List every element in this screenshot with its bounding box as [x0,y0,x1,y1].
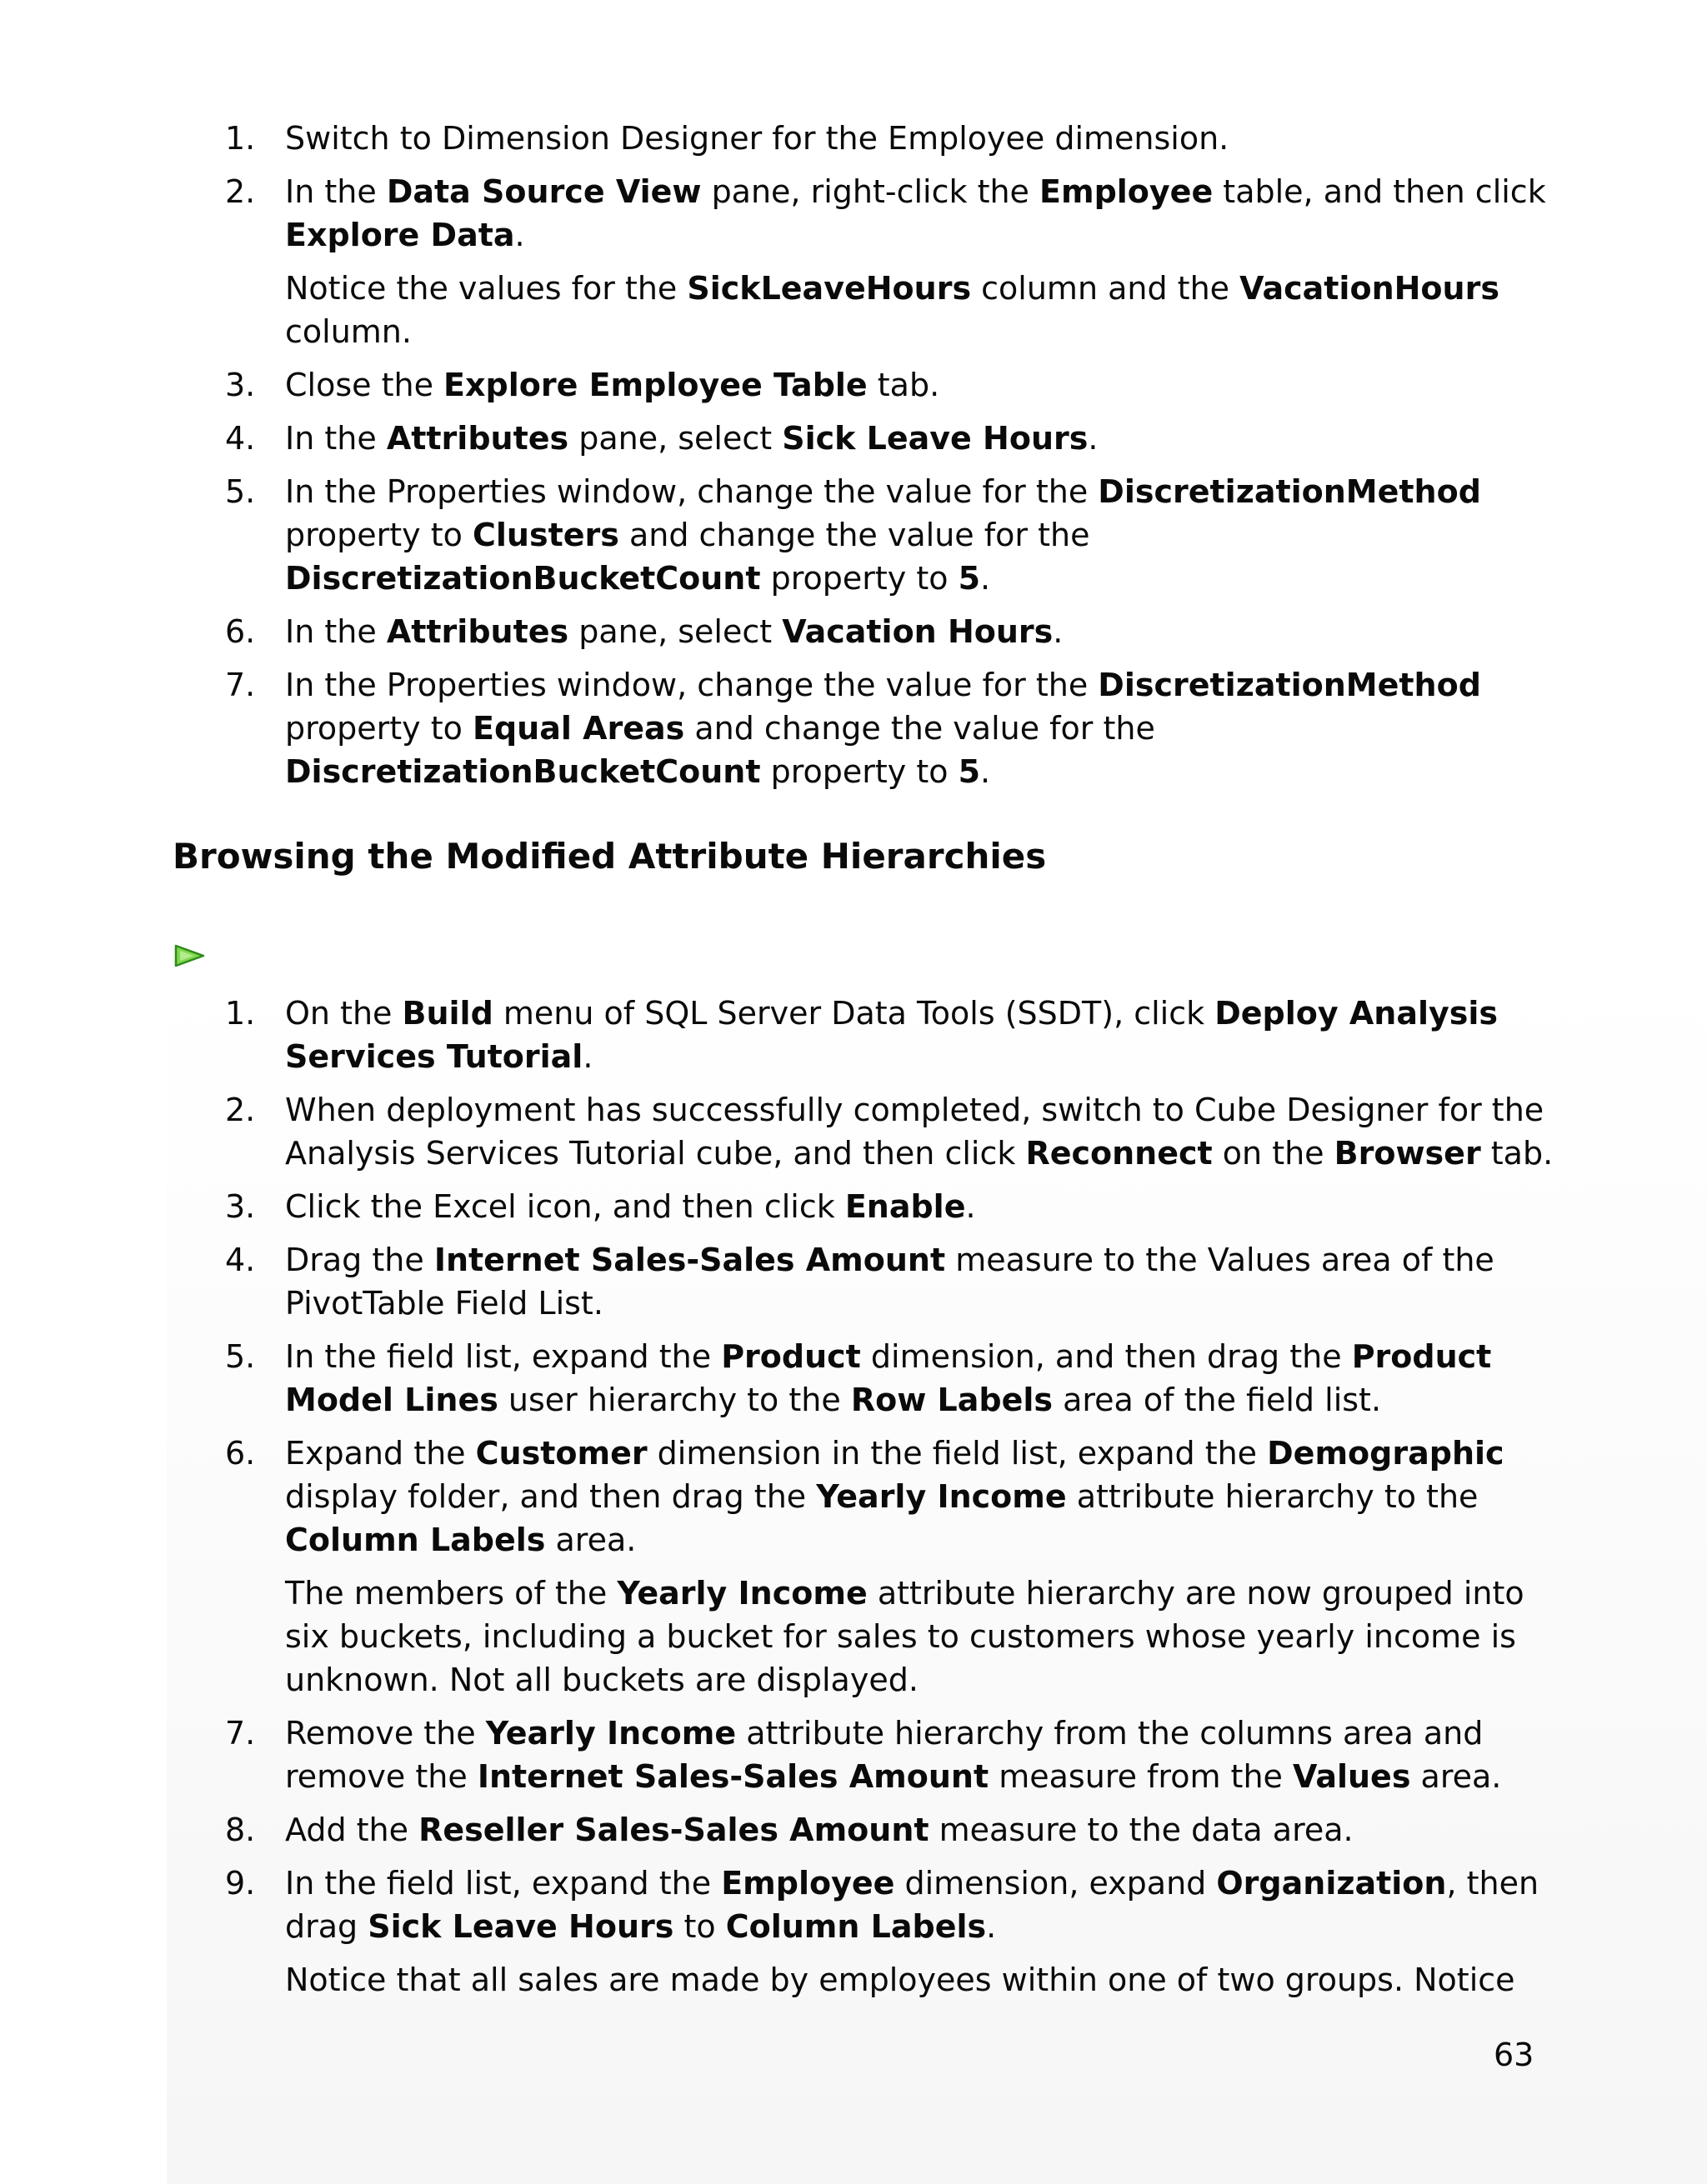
text-run: property to [760,560,959,597]
text-run: The members of the [285,1575,618,1612]
text-run: area of the field list. [1053,1382,1382,1418]
text-run: . [1088,420,1099,457]
text-run: . [965,1188,976,1225]
ui-term: DiscretizationBucketCount [285,560,761,597]
text-run: dimension in the field list, expand the [647,1435,1268,1472]
ui-term: Explore Data [285,217,515,253]
text-run: pane, right-click the [701,173,1040,210]
text-run: Add the [285,1812,419,1848]
ui-term: Column Labels [285,1522,546,1558]
ui-term: Sick Leave Hours [782,420,1089,457]
text-run: measure to the data area. [929,1812,1354,1848]
ui-term: Demographic [1267,1435,1504,1472]
text-run: . [583,1038,593,1075]
step-item [0,1185,1560,1228]
ui-term: VacationHours [1239,270,1499,307]
page-number: 63 [1494,2037,1534,2073]
text-run: In the field list, expand the [285,1338,722,1375]
text-run: property to [760,753,959,790]
ui-term: Employee [1039,173,1214,210]
text-run: In the [285,613,387,650]
ui-term: Reconnect [1025,1135,1213,1172]
step-item [0,1808,1560,1852]
text-run: Notice that all sales are made by employees within one of two groups. Notice [285,1962,1515,1998]
ui-term: Attributes [386,613,569,650]
step-text [285,1862,1560,1948]
step-number: 3. [225,1188,256,1225]
text-run: attribute hierarchy are now grouped into six buckets, including a bucket for sales to customers whose yearly income is unknown. Not all buckets are displayed. [285,1575,1524,1698]
ui-term: Row Labels [850,1382,1054,1418]
ui-term: 5 [958,560,981,597]
step-item [0,363,1560,407]
text-run: . [980,560,991,597]
ui-term: Values [1293,1758,1411,1795]
step-item [0,610,1560,653]
step-item [0,117,1560,160]
text-run: area. [1410,1758,1502,1795]
text-run: . [1053,613,1064,650]
step-text [285,992,1560,1078]
text-run: table, and then click [1213,173,1546,210]
text-run: tab. [1480,1135,1554,1172]
step-text [285,1238,1560,1325]
ui-term: Product Model Lines [285,1338,1492,1418]
text-run: In the [285,173,387,210]
ui-term: Vacation Hours [782,613,1054,650]
step-text [285,1185,1560,1228]
text-run: display folder, and then drag the [285,1478,817,1515]
text-run: to [673,1908,726,1945]
step-number: 5. [225,473,256,510]
step-number: 9. [225,1865,256,1902]
ui-term: Enable [844,1188,966,1225]
step-item [0,1238,1560,1325]
text-run: On the [285,995,403,1032]
text-run: , then drag [285,1865,1539,1945]
step-item [0,417,1560,460]
step-number: 4. [225,1242,256,1278]
ui-term: SickLeaveHours [687,270,972,307]
step-text [285,663,1560,793]
step-number: 6. [225,1435,256,1472]
text-run: property to [285,710,473,747]
ui-term: DiscretizationMethod [1098,667,1481,703]
top-step-list [0,117,1707,793]
ui-term: Product [721,1338,861,1375]
text-run: . [986,1908,997,1945]
text-run: dimension, expand [894,1865,1217,1902]
step-number: 1. [225,120,256,157]
step-text [285,470,1560,600]
text-run: . [514,217,525,253]
step-text [285,117,1560,160]
ui-term: Sick Leave Hours [368,1908,674,1945]
text-run: measure from the [989,1758,1293,1795]
step-item [0,170,1560,353]
step-item [0,992,1560,1078]
step-text [285,610,1560,653]
step-item [0,1088,1560,1175]
text-run: Expand the [285,1435,476,1472]
ui-term: Yearly Income [617,1575,868,1612]
text-run: In the Properties window, change the value for the [285,667,1099,703]
text-run: area. [545,1522,637,1558]
text-run: In the [285,420,387,457]
step-number: 2. [225,1092,256,1128]
text-run: Click the Excel icon, and then click [285,1188,845,1225]
step-number: 7. [225,667,256,703]
text-run: property to [285,517,473,553]
ui-term: Deploy Analysis Services Tutorial [285,995,1499,1075]
step-number: 2. [225,173,256,210]
text-run: tab. [867,367,940,403]
step-text [285,417,1560,460]
step-number: 8. [225,1812,256,1848]
ui-term: Internet Sales-Sales Amount [477,1758,989,1795]
top-steps-section [0,117,1707,803]
ui-term: Data Source View [386,173,702,210]
step-number: 6. [225,613,256,650]
ui-term: Customer [475,1435,648,1472]
text-run: menu of SQL Server Data Tools (SSDT), click [493,995,1215,1032]
text-run: pane, select [568,613,783,650]
text-run: When deployment has successfully completed, switch to Cube Designer for the Analysis Services Tutorial cube, and then click [285,1092,1544,1172]
ui-term: Column Labels [725,1908,987,1945]
step-item [0,1432,1560,1702]
step-text [285,170,1560,257]
ui-term: Browser [1334,1135,1481,1172]
ui-term: Internet Sales-Sales Amount [433,1242,946,1278]
bottom-step-list [0,992,1707,2002]
text-run: Close the [285,367,444,403]
step-text [285,1432,1560,1562]
step-number: 3. [225,367,256,403]
step-text [285,1712,1560,1798]
text-run: and change the value for the [618,517,1090,553]
text-run: In the Properties window, change the value for the [285,473,1099,510]
ui-term: DiscretizationMethod [1098,473,1481,510]
step-item [0,1335,1560,1422]
bottom-steps-section [0,992,1707,2012]
ui-term: Clusters [472,517,619,553]
step-text [285,1088,1560,1175]
text-run: Switch to Dimension Designer for the Employee dimension. [285,120,1229,157]
ui-term: Employee [721,1865,895,1902]
step-item [0,1712,1560,1798]
ui-term: Attributes [386,420,569,457]
text-run: In the field list, expand the [285,1865,722,1902]
step-note [285,1958,1560,2002]
text-run: Drag the [285,1242,434,1278]
ui-term: Explore Employee Table [443,367,868,403]
ui-term: Yearly Income [816,1478,1067,1515]
step-text [285,363,1560,407]
text-run: column. [285,313,412,350]
text-run: . [980,753,991,790]
ui-term: DiscretizationBucketCount [285,753,761,790]
section-heading: Browsing the Modified Attribute Hierarchies [173,836,1047,877]
text-run: measure to the Values area of the PivotTable Field List. [285,1242,1494,1322]
text-run: and change the value for the [684,710,1155,747]
step-number: 5. [225,1338,256,1375]
ui-term: Reseller Sales-Sales Amount [418,1812,929,1848]
step-item [0,470,1560,600]
text-run: Notice the values for the [285,270,688,307]
step-note [285,1572,1560,1702]
step-number: 7. [225,1715,256,1752]
text-run: attribute hierarchy from the columns area and remove the [285,1715,1484,1795]
ui-term: Yearly Income [485,1715,737,1752]
step-note [285,267,1560,353]
step-text [285,1808,1560,1852]
text-run: Remove the [285,1715,486,1752]
text-run: user hierarchy to the [498,1382,851,1418]
step-text [285,1335,1560,1422]
step-number: 1. [225,995,256,1032]
text-run: dimension, and then drag the [860,1338,1352,1375]
green-arrow-icon [173,943,207,968]
ui-term: Equal Areas [472,710,685,747]
ui-term: Build [402,995,493,1032]
ui-term: Organization [1216,1865,1447,1902]
text-run: attribute hierarchy to the [1066,1478,1479,1515]
text-run: on the [1212,1135,1334,1172]
ui-term: 5 [958,753,981,790]
text-run: pane, select [568,420,783,457]
text-run: column and the [971,270,1240,307]
step-item [0,663,1560,793]
step-item [0,1862,1560,2002]
step-number: 4. [225,420,256,457]
